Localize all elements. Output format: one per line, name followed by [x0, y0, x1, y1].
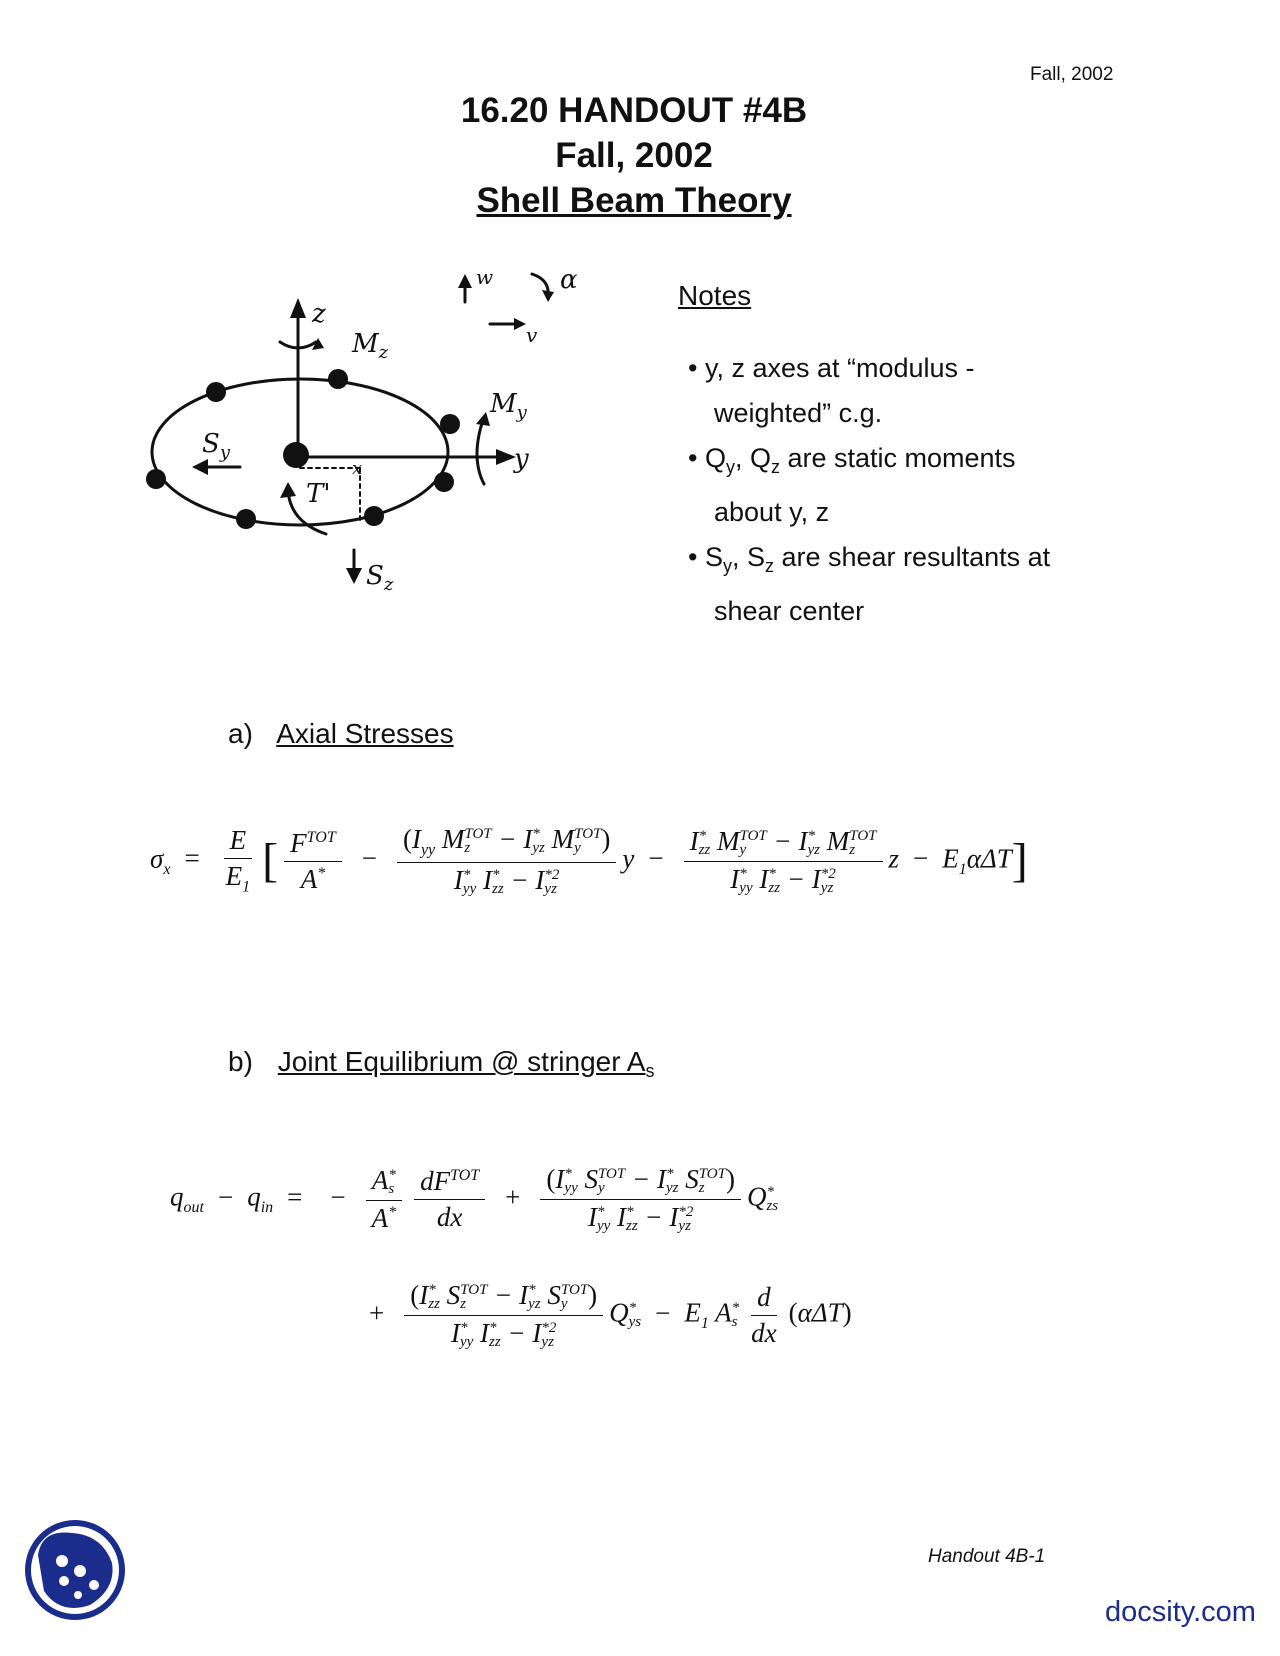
note-item	[688, 435, 1050, 534]
notes-list	[688, 345, 1050, 633]
note-subscript: z	[764, 556, 774, 576]
svg-text:T': T'	[306, 479, 331, 509]
note-subscript: z	[770, 457, 780, 477]
note-text: • Q	[688, 443, 726, 473]
note-text: are shear resultants at	[773, 542, 1051, 572]
note-text: , Q	[734, 443, 771, 473]
section-b-heading	[228, 1046, 654, 1082]
brand-link[interactable]: docsity.com	[1105, 1596, 1256, 1628]
svg-text:My: $M_y$	[490, 389, 527, 423]
title-line-3: Shell Beam Theory	[476, 181, 792, 220]
note-subscript: y	[725, 457, 735, 477]
note-subscript: y	[722, 556, 732, 576]
equation-joint-equilibrium-1: $q_{out} - q_{in}$ = − A * s A* $\frac{dF^{TOT}}{dx}$ + (I * yy S TOT y − I * yz S TOT z ) I * yy I * zz − I *2 yz Q * zs	[170, 1164, 779, 1234]
title-line-1: 16.20 HANDOUT #4B	[460, 91, 808, 130]
note-item	[688, 534, 1050, 633]
svg-text:x: x	[352, 458, 363, 479]
svg-text:v: v	[526, 323, 538, 347]
note-text: shear center	[714, 596, 865, 626]
note-text: , S	[731, 542, 765, 572]
shell-beam-sketch	[140, 262, 620, 602]
note-text: weighted” c.g.	[714, 398, 883, 428]
page-number: Handout 4B-1	[928, 1546, 1046, 1567]
svg-text:w: w	[476, 265, 494, 289]
equation-joint-equilibrium-2: + (I * zz S TOT z − I * yz S TOT y ) I * yy I * zz − I *2 yz Q * ys − $E_1$ A * s $\frac{d}{dx}$ (αΔT)	[369, 1280, 852, 1350]
header-date: Fall, 2002	[1030, 64, 1114, 85]
section-title: Joint Equilibrium @ stringer A	[277, 1046, 646, 1077]
section-label: a)	[228, 718, 253, 749]
svg-text:α: α	[560, 265, 578, 295]
svg-text:Sy: $S_y$	[202, 429, 230, 463]
title-line-2: Fall, 2002	[555, 136, 713, 175]
section-title: Axial Stresses	[276, 718, 454, 749]
page-title	[0, 88, 1268, 223]
docsity-logo-icon	[20, 1515, 130, 1625]
note-item	[688, 345, 1050, 435]
note-text: • y, z axes at “modulus -	[688, 353, 975, 383]
svg-text:Sz: $S_z$	[366, 561, 394, 595]
svg-text:y: y	[514, 444, 529, 474]
section-a-heading	[228, 718, 454, 750]
equation-axial-stress: $\sigma_x$ = $\frac{E}{E_1}$ [ $\frac{F^{TOT}}{A^*}$ − ($I_{yy}$ M TOT z − I * yz M TOT y ) I * yy I * zz − I *2 yz y − I * zz M TOT y − I * yz M TOT z I * yy I * zz − I *2 yz $z - E_1\alpha\Delta T$]	[150, 824, 1028, 898]
section-title-subscript: s	[645, 1061, 655, 1081]
section-label: b)	[228, 1046, 253, 1077]
svg-text:Mz: $M_z$	[352, 329, 389, 363]
notes-heading: Notes	[678, 280, 752, 311]
note-text: are static moments	[779, 443, 1016, 473]
note-text: • S	[688, 542, 723, 572]
svg-text:z: z	[312, 299, 326, 329]
note-text: about y, z	[714, 497, 830, 527]
